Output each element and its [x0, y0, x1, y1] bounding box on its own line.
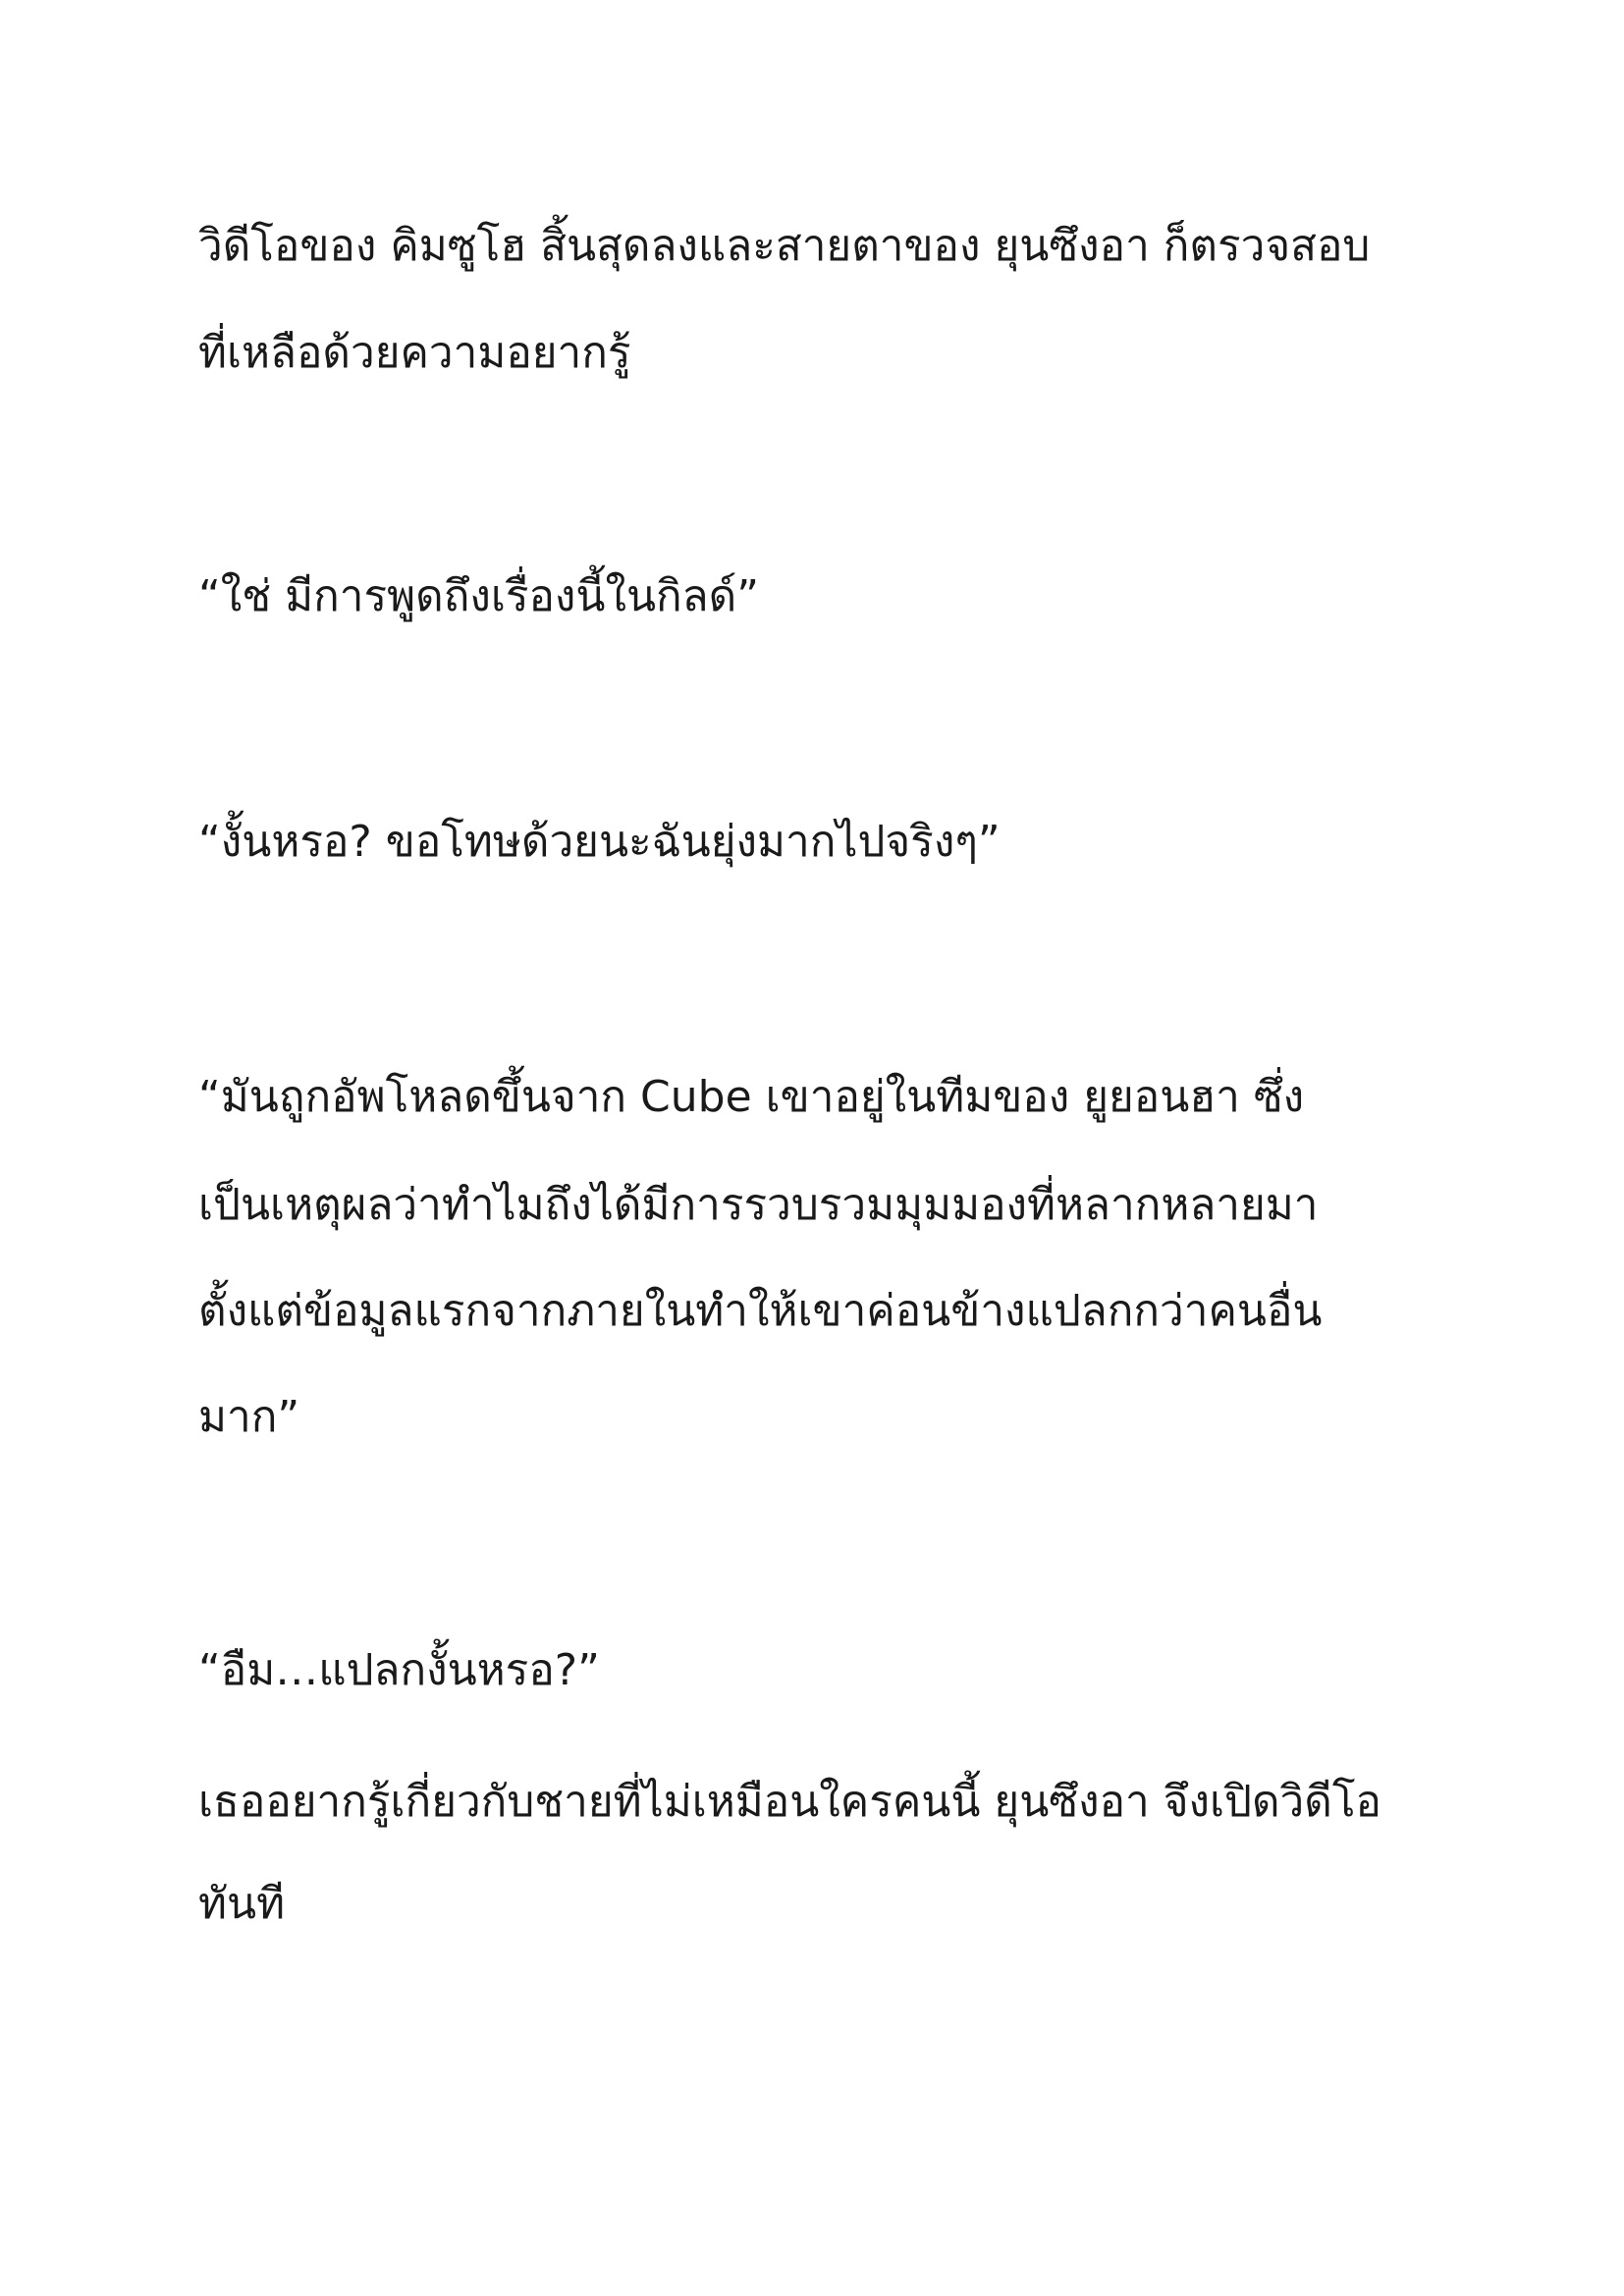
dialogue-line: “อืม…แปลกงั้นหรอ?” [198, 1645, 600, 1695]
paragraph-line: ทันที [198, 1879, 286, 1929]
dialogue-line: เป็นเหตุผลว่าทำไมถึงได้มีการรวบรวมมุมมองที่หลากหลายมา [198, 1180, 1319, 1230]
paragraph-line: วิดีโอของ คิมซูโฮ สิ้นสุดลงและสายตาของ ยุนซึงอา ก็ตรวจสอบ [198, 221, 1371, 271]
dialogue-line: ตั้งแต่ข้อมูลแรกจากภายในทำให้เขาค่อนข้างแปลกกว่าคนอื่น [198, 1286, 1323, 1336]
dialogue-line: “งั้นหรอ? ขอโทษด้วยนะฉันยุ่งมากไปจริงๆ” [198, 817, 1001, 867]
dialogue-line: มาก” [198, 1392, 300, 1442]
paragraph-line: เธออยากรู้เกี่ยวกับชายที่ไม่เหมือนใครคนนี้ ยุนซึงอา จึงเปิดวิดีโอ [198, 1777, 1381, 1827]
dialogue-line: “มันถูกอัพโหลดขึ้นจาก Cube เขาอยู่ในทีมของ ยูยอนฮา ซึ่ง [198, 1072, 1305, 1122]
paragraph-line: ที่เหลือด้วยความอยากรู้ [198, 328, 631, 378]
dialogue-line: “ใช่ มีการพูดถึงเรื่องนี้ในกิลด์” [198, 571, 760, 621]
